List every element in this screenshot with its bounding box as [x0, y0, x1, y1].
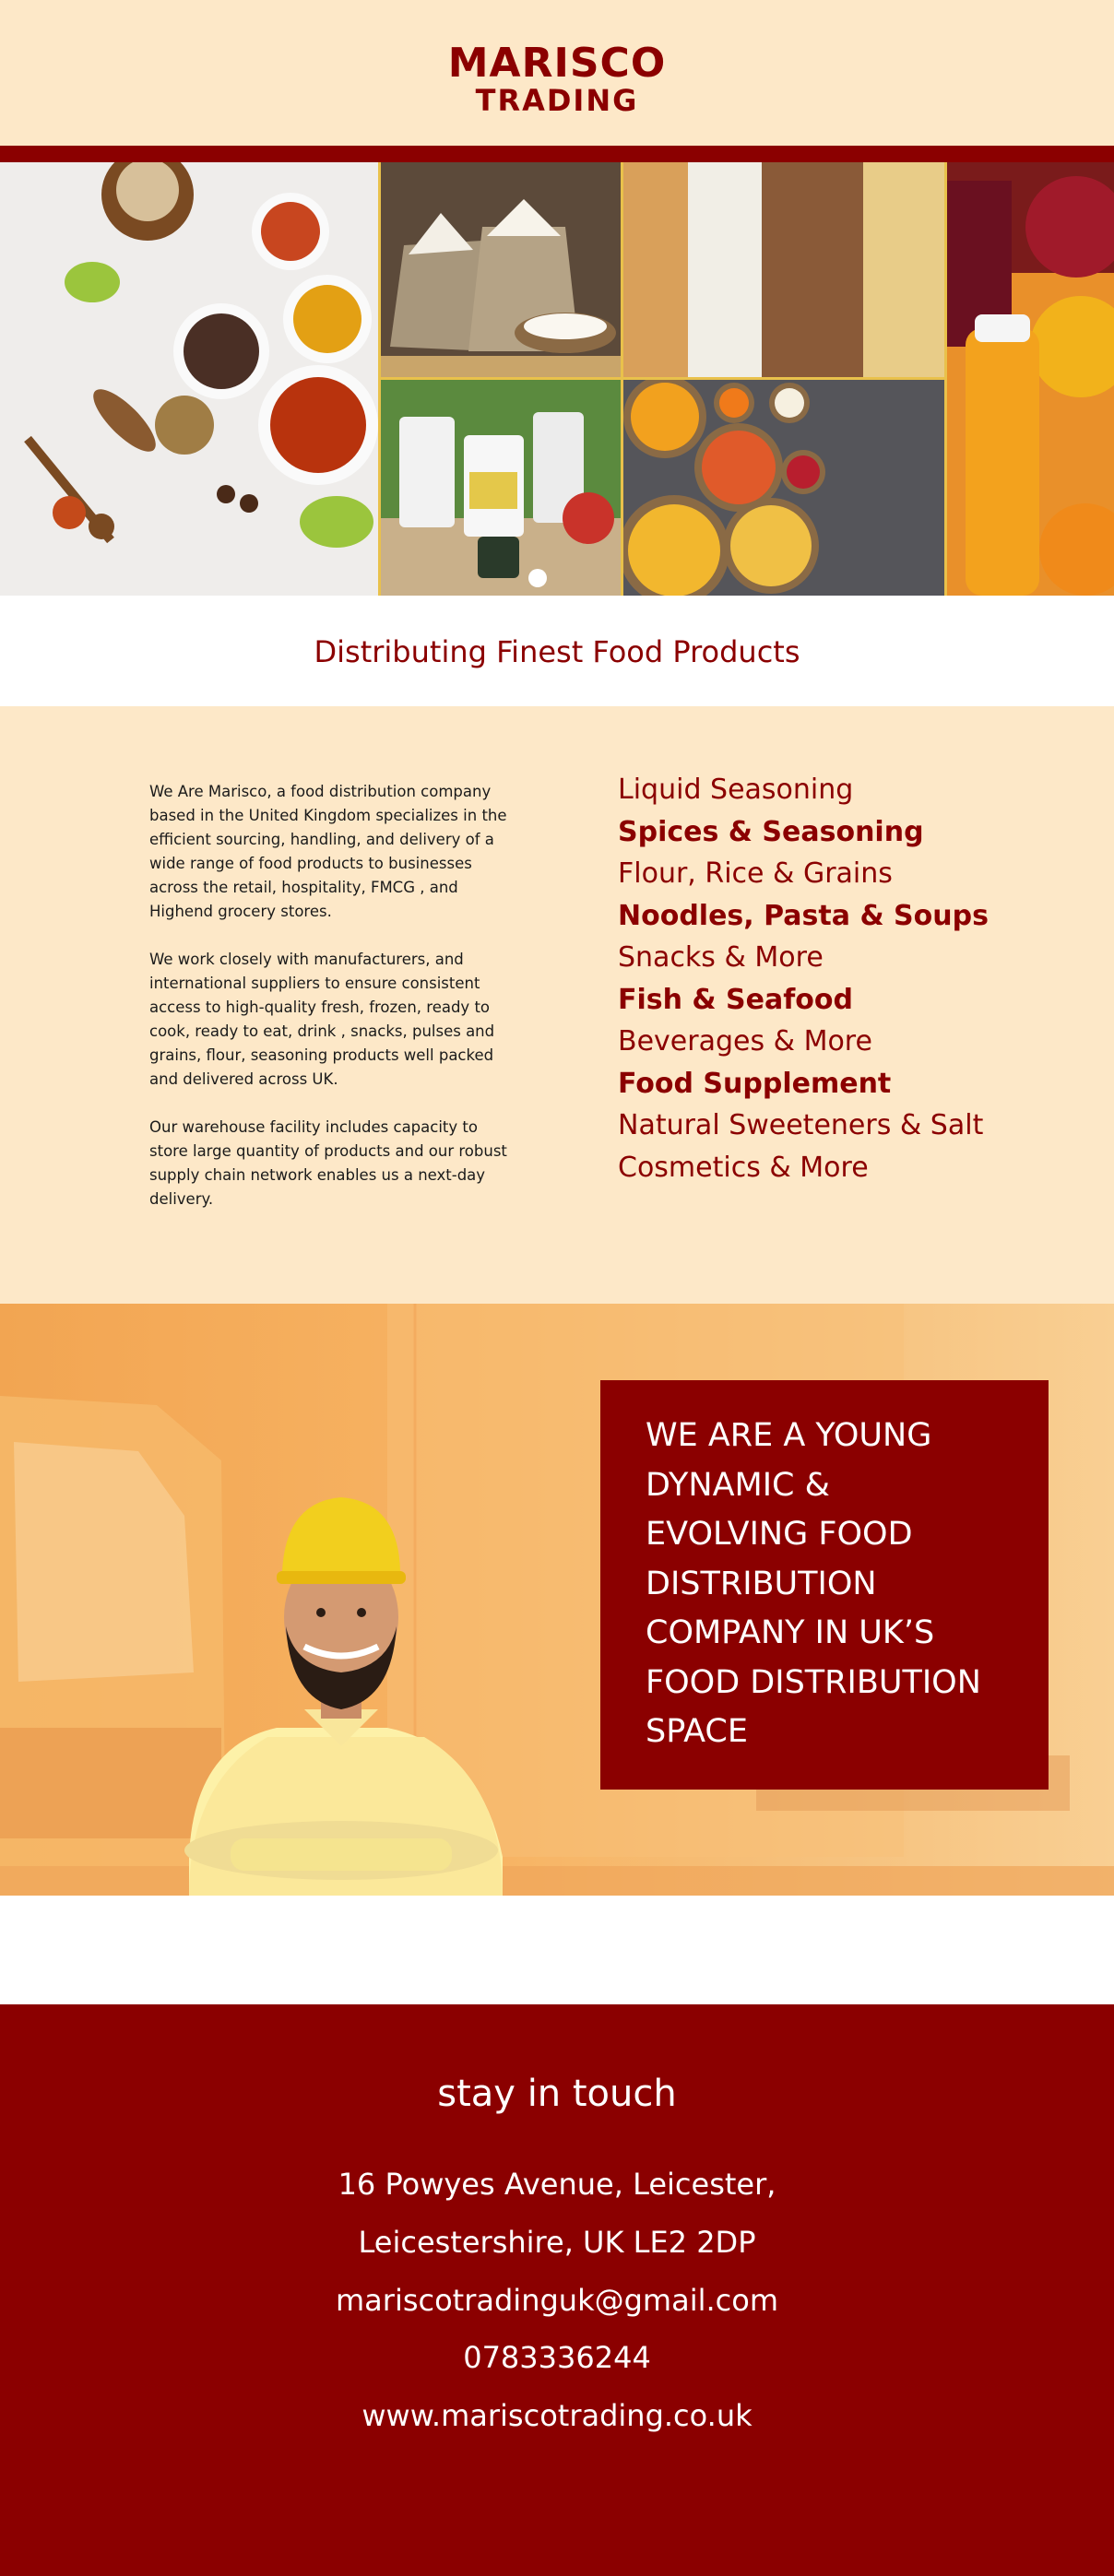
category-item: Natural Sweeteners & Salt	[618, 1109, 984, 1141]
category-item: Food Supplement	[618, 1067, 892, 1100]
about-paragraph: Our warehouse facility includes capacity to store large quantity of products and our robust supply chain network enables us a next-day delivery.	[149, 1118, 507, 1208]
mission-line: EVOLVING FOOD	[646, 1516, 913, 1553]
pasta-bowls-image	[623, 380, 944, 596]
mission-line: COMPANY IN UK’S	[646, 1614, 935, 1651]
mission-statement	[646, 1412, 1033, 1757]
category-item: Beverages & More	[618, 1025, 872, 1058]
section-spacer	[0, 1896, 1114, 2004]
about-paragraph: We Are Marisco, a food distribution company based in the United Kingdom specializes in the efficient sourcing, handling, and delivery of a wide range of food products to businesses across the retail, hospitality, FMCG , and Highend grocery stores.	[149, 783, 507, 920]
flour-illustration	[381, 162, 621, 377]
contact-address-line2: Leicestershire, UK LE2 2DP	[358, 2225, 756, 2260]
food-supplements-image	[381, 380, 621, 596]
juice-bottles-fruit-image	[947, 162, 1114, 596]
category-item: Fish & Seafood	[618, 983, 853, 1016]
header-divider	[0, 146, 1114, 162]
contact-email-link[interactable]: mariscotradinguk@gmail.com	[336, 2283, 778, 2318]
brand-name-line2: TRADING	[475, 83, 639, 118]
contact-address-line1: 16 Powyes Avenue, Leicester,	[338, 2167, 776, 2202]
brand-logo[interactable]	[0, 42, 1114, 116]
spices-bowls-image	[0, 162, 378, 596]
category-item: Spices & Seasoning	[618, 815, 924, 848]
category-item: Liquid Seasoning	[618, 774, 854, 806]
about-text	[149, 780, 509, 1235]
product-category-list	[618, 769, 1097, 1188]
category-item: Flour, Rice & Grains	[618, 857, 893, 890]
flour-sacks-image	[381, 162, 621, 377]
mission-line: SPACE	[646, 1713, 748, 1750]
contact-title: stay in touch	[437, 2073, 677, 2115]
spices-illustration	[0, 162, 378, 596]
product-collage	[0, 162, 1114, 596]
category-item: Snacks & More	[618, 941, 824, 974]
about-paragraph: We work closely with manufacturers, and international suppliers to ensure consistent access to high-quality fresh, frozen, ready to cook, ready to eat, drink , snacks, pulses and grains, flour, seasoning products well packed and delivered across UK.	[149, 951, 495, 1088]
mission-line: WE ARE A YOUNG	[646, 1417, 932, 1454]
brand-name-line1: MARISCO	[447, 40, 667, 87]
contact-website-link[interactable]: www.mariscotrading.co.uk	[361, 2398, 753, 2433]
contact-phone-link[interactable]: 0783336244	[463, 2340, 651, 2375]
pasta-illustration	[623, 380, 944, 596]
mission-line: DISTRIBUTION	[646, 1565, 877, 1602]
mission-line: DYNAMIC &	[646, 1466, 830, 1504]
grains-illustration	[623, 162, 944, 377]
mission-line: FOOD DISTRIBUTION	[646, 1663, 981, 1701]
grains-rice-lentils-image	[623, 162, 944, 377]
supplements-illustration	[381, 380, 621, 596]
category-item: Noodles, Pasta & Soups	[618, 899, 989, 932]
juice-illustration	[947, 162, 1114, 596]
tagline: Distributing Finest Food Products	[314, 634, 800, 669]
category-item: Cosmetics & More	[618, 1151, 869, 1184]
